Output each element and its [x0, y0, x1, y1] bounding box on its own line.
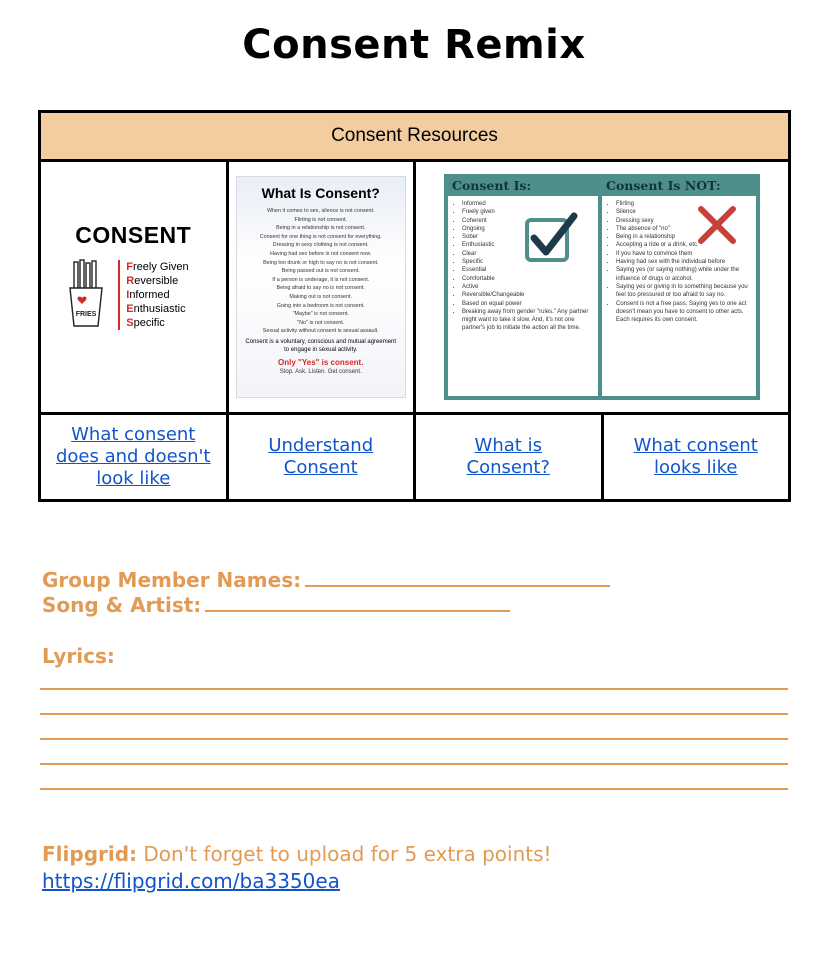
poster-line: Flirting is not consent. [294, 216, 347, 223]
lyrics-line[interactable] [40, 763, 788, 765]
consent-is-not-chart [415, 161, 790, 414]
list-item: • Reversible/Changeable [462, 291, 598, 299]
link-cell [40, 414, 228, 501]
checkmark-icon [524, 210, 578, 264]
fries-icon [66, 258, 106, 328]
list-item: • Breaking away from gender "rules." Any partner might want to take it slow. And, it's not one partner's job to initiate the action all the time. [462, 308, 598, 333]
list-item: • Essential [462, 266, 598, 274]
poster-line: Being in a relationship is not consent. [276, 225, 366, 232]
list-item: • Being in a relationship [616, 233, 756, 241]
poster-line: Being passed out is not consent. [281, 268, 360, 275]
group-member-names-label: Group Member Names: [42, 568, 302, 592]
link-cell [227, 414, 415, 501]
acronym-list [118, 260, 188, 330]
page-title: Consent Remix [242, 22, 586, 68]
lyrics-line[interactable] [40, 688, 788, 690]
lyrics-line[interactable] [40, 713, 788, 715]
lyrics-line[interactable] [40, 788, 788, 790]
fries-label: FRIES [75, 311, 97, 318]
consent-is-title: Consent Is: [452, 178, 532, 193]
link-what-consent-does-and-doesnt-look-like[interactable]: What consent does and doesn't look like [55, 424, 211, 489]
list-item: • Active [462, 283, 598, 291]
group-member-names-blank[interactable] [305, 571, 610, 587]
poster-line: "Maybe" is not consent. [292, 311, 349, 318]
card-heading: CONSENT [75, 222, 192, 248]
lyrics-line[interactable] [40, 738, 788, 740]
list-item: • Specific [462, 258, 598, 266]
link-cell [602, 414, 790, 501]
list-item: • Comfortable [462, 275, 598, 283]
link-cell [415, 414, 603, 501]
x-mark-icon [696, 204, 738, 246]
what-is-consent-poster [227, 161, 415, 414]
poster-line: Being too drunk or high to say no is not consent. [263, 259, 379, 266]
list-item: Specific [126, 317, 165, 329]
consent-is-not-title: Consent Is NOT: [606, 178, 721, 193]
list-item: • Clear [462, 250, 598, 258]
link-what-consent-looks-like[interactable]: What consent looks like [633, 435, 758, 478]
poster-line: Having had sex before is not consent now. [270, 250, 372, 257]
list-item: Informed [126, 289, 170, 301]
flipgrid-label: Flipgrid: [42, 842, 138, 866]
song-artist-line [42, 593, 510, 617]
list-item: • Coherent [462, 217, 598, 225]
poster-line: Dressing in sexy clothing is not consent. [272, 242, 369, 249]
list-item: • Having had sex with the individual before [616, 258, 756, 266]
list-item: • Enthusiastic [462, 241, 598, 249]
song-artist-blank[interactable] [205, 596, 510, 612]
list-item: • Sober [462, 233, 598, 241]
lyrics-label: Lyrics: [42, 644, 115, 668]
list-item: Enthusiastic [126, 303, 186, 315]
song-artist-label: Song & Artist: [42, 593, 202, 617]
poster-title: What Is Consent? [261, 185, 380, 201]
list-item: • The absence of "no" [616, 225, 756, 233]
link-understand-consent[interactable]: Understand Consent [268, 435, 374, 478]
list-item: • If you have to convince them [616, 250, 756, 258]
flipgrid-text: Don't forget to upload for 5 extra points! [137, 842, 552, 866]
flipgrid-link[interactable]: https://flipgrid.com/ba3350ea [42, 869, 340, 893]
list-item: • Accepting a ride or a drink, etc. [616, 241, 756, 249]
poster-line: Going into a bedroom is not consent. [276, 302, 365, 309]
link-what-is-consent[interactable]: What is Consent? [466, 435, 550, 478]
table-header: Consent Resources [40, 112, 790, 161]
list-item: Freely Given [126, 261, 189, 273]
list-item: • Saying yes (or saying nothing) while under the influence of drugs or alcohol. [616, 266, 756, 283]
list-item: • Consent is not a free pass. Saying yes to one act doesn't mean you have to consent to other acts. Each requires its own consent. [616, 300, 756, 325]
list-item: Reversible [126, 275, 179, 287]
list-item: • Informed [462, 200, 598, 208]
poster-line: "No" is not consent. [297, 319, 345, 326]
poster-line: If a person is underage, it is not consent. [272, 276, 370, 283]
poster-yes: Only "Yes" is consent. [278, 357, 364, 367]
consent-resources-table [38, 110, 791, 502]
consent-fries-card [40, 161, 228, 414]
group-member-names-line [42, 568, 610, 592]
poster-stop: Stop. Ask. Listen. Get consent. [279, 368, 362, 375]
list-item: • Freely given [462, 208, 598, 216]
list-item: • Flirting [616, 200, 756, 208]
list-item: • Based on equal power [462, 300, 598, 308]
poster-line: Being afraid to say no is not consent. [276, 285, 365, 292]
list-item: • Silence [616, 208, 756, 216]
poster-line: Sexual activity without consent is sexual assault. [262, 328, 379, 335]
poster-body: Consent is a voluntary, conscious and mutual agreement to engage in sexual activity. [245, 338, 397, 353]
list-item: • Ongoing [462, 225, 598, 233]
list-item: • Dressing sexy [616, 217, 756, 225]
poster-line: Making out is not consent. [289, 293, 353, 300]
poster-line: When it comes to sex, silence is not consent. [266, 208, 375, 214]
list-item: • Saying yes or giving in to something because you feel too pressured or too afraid to say no. [616, 283, 756, 300]
poster-line: Consent for one thing is not consent for everything. [259, 233, 382, 240]
flipgrid-note [42, 842, 552, 866]
